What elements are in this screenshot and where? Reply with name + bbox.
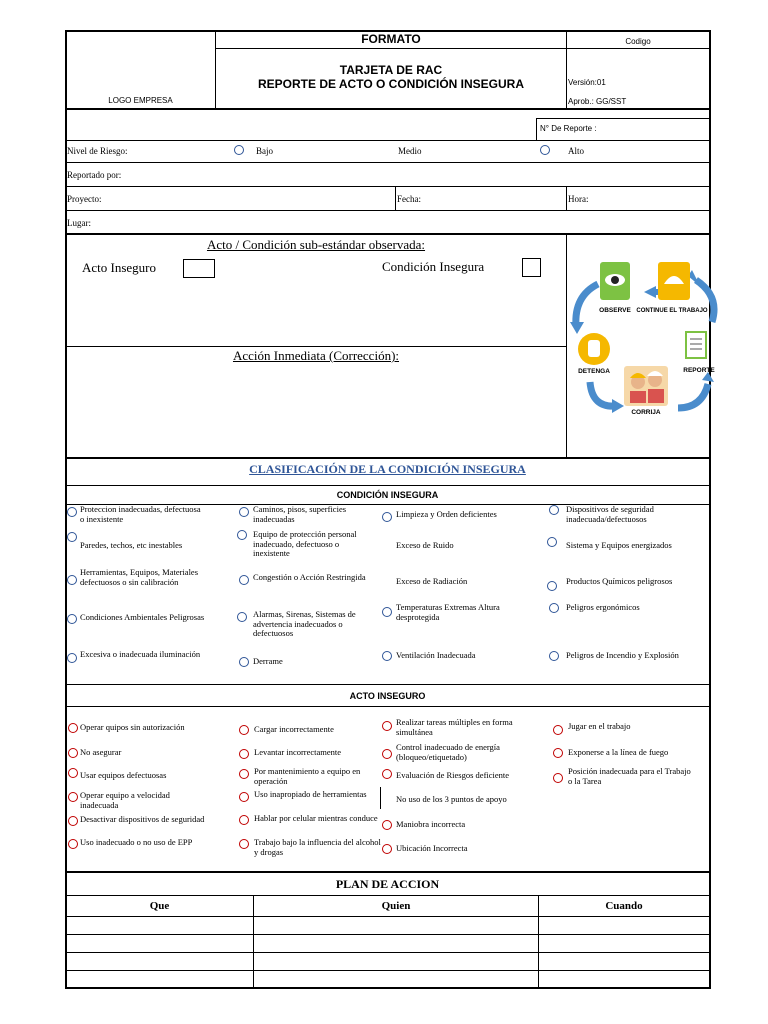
risk-alto-radio[interactable] xyxy=(540,145,550,155)
condicion-insegura-checkbox[interactable] xyxy=(522,258,541,277)
condicion-section-header: CONDICIÓN INSEGURA xyxy=(336,490,439,500)
acto-tareas-multiples-label: Realizar tareas múltiples en forma simultánea xyxy=(396,717,513,737)
condicion-temperaturas-label: Temperaturas Extremas Altura desprotegida xyxy=(396,602,500,622)
condicion-epp-label: Equipo de protección personal inadecuado, defectuoso o inexistente xyxy=(253,529,357,558)
condicion-energizados-label: Sistema y Equipos energizados xyxy=(566,540,672,550)
form-title-line1: TARJETA DE RAC xyxy=(339,63,443,77)
condicion-dispositivos-radio[interactable] xyxy=(549,505,559,515)
acto-equipos-defectuosos-label: Usar equipos defectuosas xyxy=(80,770,167,780)
report-number-label: N° De Reporte : xyxy=(540,124,597,133)
acto-ubicacion-incorrecta-radio[interactable] xyxy=(382,844,392,854)
acto-cargar-incorrectamente-label: Cargar incorrectamente xyxy=(254,724,334,734)
acto-tareas-multiples-radio[interactable] xyxy=(382,721,392,731)
acto-section-header: ACTO INSEGURO xyxy=(349,691,426,701)
condicion-paredes-radio[interactable] xyxy=(67,532,77,542)
acto-control-energia-radio[interactable] xyxy=(382,749,392,759)
acto-equipos-defectuosos-radio[interactable] xyxy=(68,768,78,778)
condicion-ventilacion-radio[interactable] xyxy=(382,651,392,661)
condicion-congestion-label: Congestión o Acción Restringida xyxy=(253,572,366,582)
acto-posicion-inadecuada-label: Posición inadecuada para el Trabajo o la Tarea xyxy=(568,766,691,786)
acto-alcohol-drogas-radio[interactable] xyxy=(239,839,249,849)
acto-desactivar-dispositivos-label: Desactivar dispositivos de seguridad xyxy=(80,814,205,824)
safety-cycle-graphic xyxy=(568,256,720,422)
risk-bajo-label: Bajo xyxy=(256,146,273,156)
logo-label: LOGO EMPRESA xyxy=(108,96,173,105)
condicion-incendio-radio[interactable] xyxy=(549,651,559,661)
risk-medio-label: Medio xyxy=(398,146,422,156)
condicion-caminos-label: Caminos, pisos, superficies inadecuadas xyxy=(253,504,347,524)
condicion-ruido-label: Exceso de Ruido xyxy=(396,540,454,550)
condicion-epp-radio[interactable] xyxy=(237,530,247,540)
acto-mantenimiento-operacion-radio[interactable] xyxy=(239,769,249,779)
acto-evaluacion-riesgos-radio[interactable] xyxy=(382,769,392,779)
condicion-proteccion-radio[interactable] xyxy=(67,507,77,517)
condicion-ambientales-radio[interactable] xyxy=(67,614,77,624)
cycle-step-continue: CONTINUE EL TRABAJO xyxy=(636,308,708,314)
cycle-step-detenga: DETENGA xyxy=(578,368,610,375)
condicion-limpieza-radio[interactable] xyxy=(382,512,392,522)
acto-desactivar-dispositivos-radio[interactable] xyxy=(68,816,78,826)
condicion-alarmas-label: Alarmas, Sirenas, Sistemas de advertencia inadecuados o defectuosos xyxy=(253,609,356,638)
acto-ubicacion-incorrecta-label: Ubicación Incorrecta xyxy=(396,843,468,853)
risk-level-label: Nivel de Riesgo: xyxy=(67,146,128,156)
acto-maniobra-incorrecta-radio[interactable] xyxy=(382,820,392,830)
acto-operar-sin-autorizacion-label: Operar quipos sin autorización xyxy=(80,722,185,732)
condicion-derrame-label: Derrame xyxy=(253,656,283,666)
risk-bajo-radio[interactable] xyxy=(234,145,244,155)
condicion-ventilacion-label: Ventilación Inadecuada xyxy=(396,650,476,660)
acto-uso-epp-label: Uso inadecuado o no uso de EPP xyxy=(80,837,193,847)
date-label: Fecha: xyxy=(397,194,421,204)
project-label: Proyecto: xyxy=(67,194,102,204)
cycle-step-corrija: CORRIJA xyxy=(631,409,661,416)
condicion-iluminacion-label: Excesiva o inadecuada iluminación xyxy=(80,649,201,659)
acto-levantar-incorrectamente-label: Levantar incorrectamente xyxy=(254,747,342,757)
approval-label: Aprob.: GG/SST xyxy=(568,97,627,106)
acto-maniobra-incorrecta-label: Maniobra incorrecta xyxy=(396,819,466,829)
acto-operar-sin-autorizacion-radio[interactable] xyxy=(68,723,78,733)
acto-velocidad-inadecuada-radio[interactable] xyxy=(68,792,78,802)
plan-col-cuando: Cuando xyxy=(605,900,643,912)
observation-title: Acto / Condición sub-estándar observada: xyxy=(206,237,426,252)
acto-cargar-incorrectamente-radio[interactable] xyxy=(239,725,249,735)
condicion-congestion-radio[interactable] xyxy=(239,575,249,585)
condicion-incendio-label: Peligros de Incendio y Explosión xyxy=(566,650,679,660)
condicion-insegura-label: Condición Insegura xyxy=(382,259,485,274)
acto-celular-conduce-label: Hablar por celular mientras conduce xyxy=(254,813,378,823)
condicion-ergonomicos-radio[interactable] xyxy=(549,603,559,613)
condicion-quimicos-label: Productos Químicos peligrosos xyxy=(566,576,673,586)
form-title-line2: REPORTE DE ACTO O CONDICIÓN INSEGURA xyxy=(257,77,525,91)
condicion-ambientales-label: Condiciones Ambientales Peligrosas xyxy=(80,612,205,622)
plan-col-que: Que xyxy=(149,900,170,912)
place-label: Lugar: xyxy=(67,218,91,228)
acto-uso-epp-radio[interactable] xyxy=(68,839,78,849)
condicion-dispositivos-label: Dispositivos de seguridad inadecuada/defectuosos xyxy=(566,504,654,524)
risk-alto-label: Alto xyxy=(568,146,585,156)
condicion-quimicos-radio[interactable] xyxy=(547,581,557,591)
acto-uso-inapropiado-herramientas-label: Uso inapropiado de herramientas xyxy=(254,789,367,799)
code-label: Codigo xyxy=(625,37,651,46)
reporte-step-icon xyxy=(686,332,706,358)
condicion-paredes-label: Paredes, techos, etc inestables xyxy=(80,540,183,550)
condicion-energizados-radio[interactable] xyxy=(547,537,557,547)
acto-linea-de-fuego-radio[interactable] xyxy=(553,748,563,758)
acto-mantenimiento-operacion-label: Por mantenimiento a equipo en operación xyxy=(254,766,361,786)
condicion-derrame-radio[interactable] xyxy=(239,657,249,667)
acto-control-energia-label: Control inadecuado de energía (bloqueo/etiquetado) xyxy=(396,742,500,762)
acto-jugar-label: Jugar en el trabajo xyxy=(568,721,631,731)
acto-celular-conduce-radio[interactable] xyxy=(239,815,249,825)
condicion-ergonomicos-label: Peligros ergonómicos xyxy=(566,602,640,612)
version-label: Versión:01 xyxy=(568,78,606,87)
format-label: FORMATO xyxy=(361,32,421,46)
acto-velocidad-inadecuada-label: Operar equipo a velocidad inadecuada xyxy=(80,790,170,810)
cycle-step-observe: OBSERVE xyxy=(599,307,631,314)
reported-by-label: Reportado por: xyxy=(67,170,122,180)
time-label: Hora: xyxy=(568,194,589,204)
plan-col-quien: Quien xyxy=(381,900,411,912)
condicion-iluminacion-radio[interactable] xyxy=(67,653,77,663)
acto-evaluacion-riesgos-label: Evaluación de Riesgos deficiente xyxy=(396,770,510,780)
acto-tres-puntos-apoyo-label: No uso de los 3 puntos de apoyo xyxy=(396,794,507,804)
condicion-proteccion-label: Proteccion inadecuadas, defectuosa o inexistente xyxy=(80,504,201,524)
classification-title: CLASIFICACIÓN DE LA CONDICIÓN INSEGURA xyxy=(249,462,526,476)
plan-title: PLAN DE ACCION xyxy=(335,877,440,891)
acto-linea-de-fuego-label: Exponerse a la línea de fuego xyxy=(568,747,669,757)
condicion-limpieza-label: Limpieza y Orden deficientes xyxy=(396,509,497,519)
acto-posicion-inadecuada-radio[interactable] xyxy=(553,773,563,783)
acto-jugar-radio[interactable] xyxy=(553,725,563,735)
acto-uso-inapropiado-herramientas-radio[interactable] xyxy=(239,792,249,802)
condicion-alarmas-radio[interactable] xyxy=(237,612,247,622)
cycle-step-reporte: REPORTE xyxy=(683,367,715,374)
acto-no-asegurar-radio[interactable] xyxy=(68,748,78,758)
condicion-herramientas-radio[interactable] xyxy=(67,575,77,585)
acto-levantar-incorrectamente-radio[interactable] xyxy=(239,749,249,759)
acto-inseguro-label: Acto Inseguro xyxy=(82,260,157,275)
immediate-action-title: Acción Inmediata (Corrección): xyxy=(232,348,400,363)
condicion-radiacion-label: Exceso de Radiación xyxy=(396,576,468,586)
acto-inseguro-checkbox[interactable] xyxy=(183,259,215,278)
acto-no-asegurar-label: No asegurar xyxy=(80,747,122,757)
condicion-herramientas-label: Herramientas, Equipos, Materiales defectuosos o sin calibración xyxy=(80,567,199,587)
acto-alcohol-drogas-label: Trabajo bajo la influencia del alcohol y drogas xyxy=(254,837,381,857)
condicion-temperaturas-radio[interactable] xyxy=(382,607,392,617)
condicion-caminos-radio[interactable] xyxy=(239,507,249,517)
